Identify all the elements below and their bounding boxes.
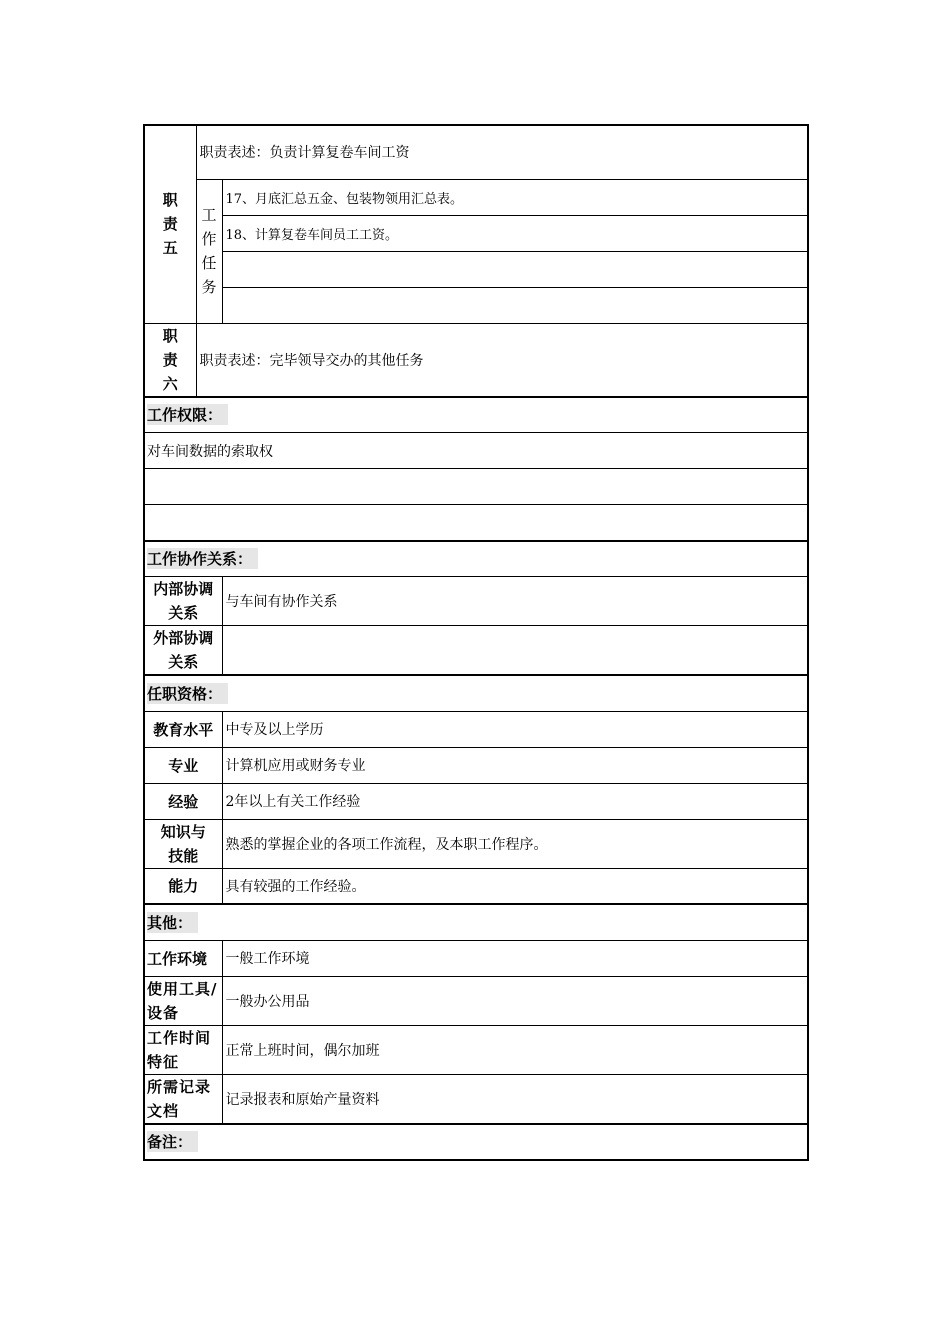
cooperation-internal-value: 与车间有协作关系: [222, 577, 808, 626]
duty5-task-2: 18、计算复卷车间员工工资。: [222, 215, 808, 251]
cooperation-external-label: 外部协调关系: [144, 626, 222, 676]
education-label: 教育水平: [144, 711, 222, 747]
duty6-label: 职 责 六: [144, 323, 196, 397]
knowledge-skills-label: 知识与技能: [144, 819, 222, 868]
job-description-sheet: [143, 124, 807, 1161]
knowledge-skills-value: 熟悉的掌握企业的各项工作流程，及本职工作程序。: [222, 819, 808, 868]
authority-item-3: [144, 505, 808, 541]
records-label: 所需记录文档: [144, 1074, 222, 1124]
work-time-label: 工作时间特征: [144, 1025, 222, 1074]
ability-value: 具有较强的工作经验。: [222, 868, 808, 904]
authority-item-1: 对车间数据的索取权: [144, 433, 808, 469]
records-value: 记录报表和原始产量资料: [222, 1074, 808, 1124]
duty5-task-4: [222, 287, 808, 323]
remarks-title: 备注：: [144, 1124, 808, 1160]
experience-value: 2年以上有关工作经验: [222, 783, 808, 819]
cooperation-external-value: [222, 626, 808, 676]
duty6-description: 职责表述：完毕领导交办的其他任务: [196, 323, 808, 397]
duty5-label: 职 责 五: [144, 125, 196, 323]
work-time-value: 正常上班时间，偶尔加班: [222, 1025, 808, 1074]
cooperation-internal-label: 内部协调关系: [144, 577, 222, 626]
duty5-description: 职责表述：负责计算复卷车间工资: [196, 125, 808, 179]
work-environment-label: 工作环境: [144, 940, 222, 976]
tools-equipment-label: 使用工具/设备: [144, 976, 222, 1025]
qualification-title: 任职资格：: [144, 675, 808, 711]
major-label: 专业: [144, 747, 222, 783]
cooperation-title: 工作协作关系：: [144, 541, 808, 577]
authority-title: 工作权限：: [144, 397, 808, 433]
tools-equipment-value: 一般办公用品: [222, 976, 808, 1025]
education-value: 中专及以上学历: [222, 711, 808, 747]
job-description-table: [143, 124, 809, 1161]
duty5-task-1: 17、月底汇总五金、包装物领用汇总表。: [222, 179, 808, 215]
other-title: 其他：: [144, 904, 808, 940]
ability-label: 能力: [144, 868, 222, 904]
work-environment-value: 一般工作环境: [222, 940, 808, 976]
duty5-task-label: 工 作 任 务: [196, 179, 222, 323]
major-value: 计算机应用或财务专业: [222, 747, 808, 783]
experience-label: 经验: [144, 783, 222, 819]
duty5-task-3: [222, 251, 808, 287]
authority-item-2: [144, 469, 808, 505]
